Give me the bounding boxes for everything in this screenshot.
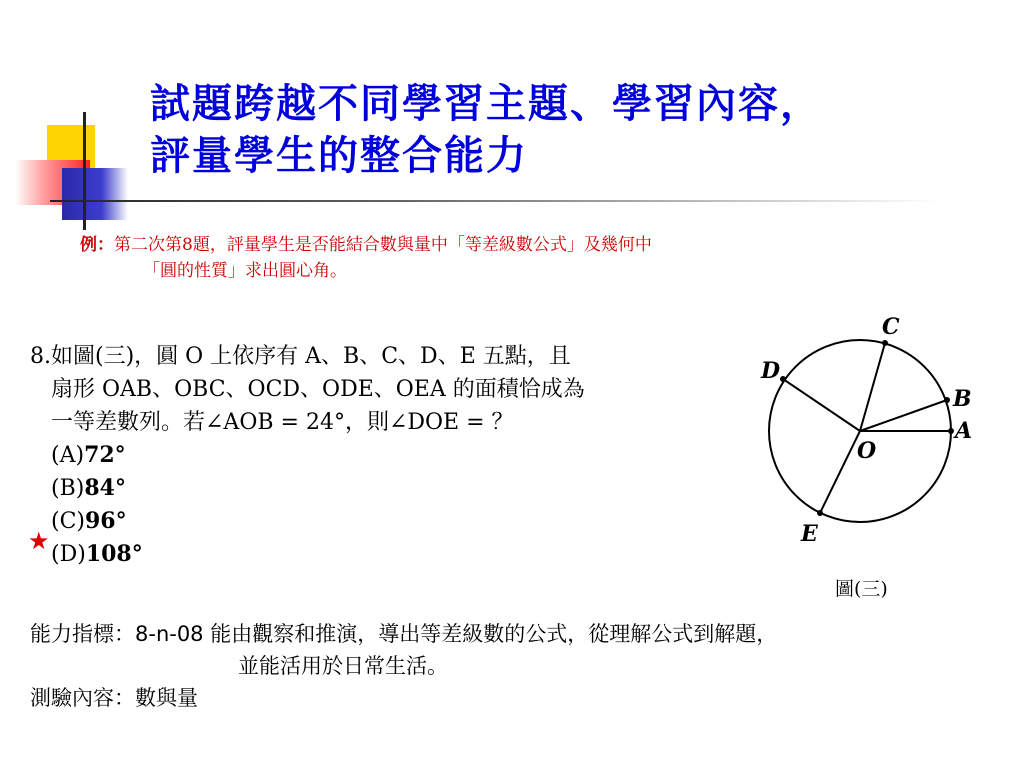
- label-a: A: [955, 418, 973, 444]
- indicator-line-2: 並能活用於日常生活。: [238, 654, 448, 678]
- question-line-2: 扇形 OAB、OBC、OCD、ODE、OEA 的面積恰成為: [51, 377, 585, 402]
- example-line-2: 「圓的性質」求出圓心角。: [143, 261, 347, 281]
- option-a: [30, 439, 730, 472]
- question-block: [30, 340, 730, 571]
- decor-vertical-line: [83, 112, 86, 230]
- example-label: 例：: [80, 235, 114, 255]
- option-c: [30, 505, 730, 538]
- radius-ob: [860, 400, 947, 431]
- option-a-key: (A): [51, 443, 85, 468]
- point-a: [948, 428, 954, 434]
- point-c: [882, 340, 888, 346]
- title-underline: [50, 200, 940, 202]
- radius-oc: [860, 343, 885, 431]
- example-note: [80, 232, 960, 284]
- option-d-value: 108°: [85, 541, 143, 567]
- label-e: E: [801, 521, 818, 547]
- radius-oe: [820, 431, 860, 513]
- title-line-1: 試題跨越不同學習主題、學習內容，: [150, 80, 822, 127]
- example-line-1: 第二次第8題，評量學生是否能結合數與量中「等差級數公式」及幾何中: [114, 235, 652, 255]
- point-e: [817, 510, 823, 516]
- circle-figure: [745, 305, 995, 605]
- ability-indicator: [30, 618, 990, 714]
- radius-od: [783, 379, 860, 431]
- option-d: [30, 538, 730, 571]
- decor-blue-square: [62, 168, 128, 220]
- correct-answer-star-icon: ★: [28, 527, 50, 555]
- option-c-value: 96°: [85, 508, 127, 534]
- question-line-3: 一等差數列。若∠AOB = 24°，則∠DOE = ？: [51, 410, 514, 435]
- question-line-1: 8.如圖(三)，圓 O 上依序有 A、B、C、D、E 五點，且: [30, 344, 571, 369]
- point-d: [780, 376, 786, 382]
- label-o: O: [857, 438, 877, 464]
- label-b: B: [953, 386, 972, 412]
- figure-caption: 圖(三): [835, 578, 888, 600]
- title-line-2: 評量學生的整合能力: [150, 132, 528, 179]
- slide-title: [150, 78, 980, 182]
- indicator-line-1: 能力指標：8-n-08 能由觀察和推演，導出等差級數的公式，從理解公式到解題，: [30, 622, 778, 646]
- option-b-value: 84°: [84, 475, 126, 501]
- label-c: C: [882, 314, 900, 340]
- option-b-key: (B): [51, 476, 85, 501]
- option-a-value: 72°: [84, 442, 126, 468]
- option-b: [30, 472, 730, 505]
- point-b: [944, 397, 950, 403]
- option-c-key: (C): [51, 509, 85, 534]
- test-content: 測驗內容：數與量: [30, 686, 198, 710]
- option-d-key: (D): [51, 542, 86, 567]
- label-d: D: [761, 358, 781, 384]
